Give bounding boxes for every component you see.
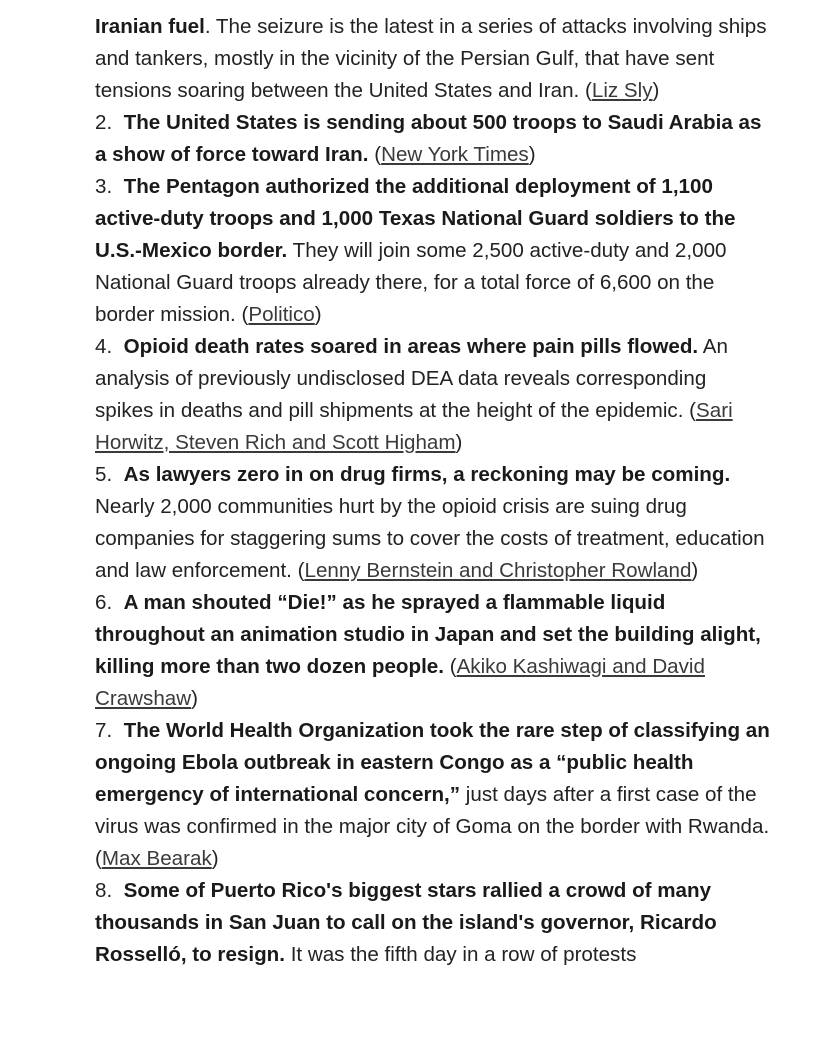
news-item-5: 5. As lawyers zero in on drug firms, a reckoning may be coming. Nearly 2,000 communities hurt by the opioid crisis are suing drug companies for staggering sums to cover the costs of treatment, education and law enforcement. (Lenny Bernstein and Christopher Rowland): [95, 463, 765, 582]
news-item-7: 7. The World Health Organization took the rare step of classifying an ongoing Ebola outbreak in eastern Congo as a “public health emergency of international concern,” just days after a first case of the virus was confirmed in the major city of Goma on the border with Rwanda. (Max Bearak): [95, 719, 770, 870]
item-number: 6.: [95, 591, 113, 614]
item-number: 8.: [95, 879, 113, 902]
news-item-3: 3. The Pentagon authorized the additional deployment of 1,100 active-duty troops and 1,000 Texas National Guard soldiers to the U.S.-Mexico border. They will join some 2,500 active-duty and 2,000 National Guard troops already there, for a total force of 6,600 on the border mission. (Politico): [95, 175, 736, 326]
news-item-4: 4. Opioid death rates soared in areas where pain pills flowed. An analysis of previously undisclosed DEA data reveals corresponding spikes in deaths and pill shipments at the height of the epidemic. (Sari Horwitz, Steven Rich and Scott Higham): [95, 335, 733, 454]
source-link-politico[interactable]: Politico: [248, 303, 315, 326]
item-body: [368, 143, 374, 166]
news-item-6: 6. A man shouted “Die!” as he sprayed a flammable liquid throughout an animation studio in Japan and set the building alight, killing more than two dozen people. (Akiko Kashiwagi and David Crawshaw): [95, 591, 761, 710]
item-body: [444, 655, 450, 678]
source-link-max-bearak[interactable]: Max Bearak: [101, 847, 212, 870]
source-link-kashiwagi-crawshaw[interactable]: Akiko Kashiwagi and David Crawshaw: [95, 655, 705, 710]
source-link-bernstein-rowland[interactable]: Lenny Bernstein and Christopher Rowland: [304, 559, 692, 582]
item-headline: As lawyers zero in on drug firms, a reckoning may be coming.: [123, 463, 731, 486]
item-body: Nearly 2,000 communities hurt by the opioid crisis are suing drug companies for staggering sums to cover the costs of treatment, education and law enforcement.: [95, 495, 765, 582]
item-headline: Opioid death rates soared in areas where pain pills flowed.: [123, 335, 699, 358]
item-body: They will join some 2,500 active-duty and 2,000 National Guard troops already there, for a total force of 6,600 on the border mission.: [95, 239, 727, 326]
item-headline: Some of Puerto Rico's biggest stars rallied a crowd of many thousands in San Juan to call on the island's governor, Ricardo Rosselló, to resign.: [95, 879, 717, 966]
item-headline: Iranian fuel: [95, 15, 205, 38]
item-number: 4.: [95, 335, 113, 358]
item-headline: The World Health Organization took the rare step of classifying an ongoing Ebola outbreak in eastern Congo as a “public health emergency of international concern,”: [95, 719, 770, 806]
news-item-2: 2. The United States is sending about 500 troops to Saudi Arabia as a show of force toward Iran. (New York Times): [95, 111, 762, 166]
news-item-1: Iranian fuel. The seizure is the latest in a series of attacks involving ships and tankers, mostly in the vicinity of the Persian Gulf, that have sent tensions soaring between the United States and Iran. (Liz Sly): [95, 15, 767, 102]
item-headline: A man shouted “Die!” as he sprayed a flammable liquid throughout an animation studio in Japan and set the building alight, killing more than two dozen people.: [95, 591, 761, 678]
item-number: 3.: [95, 175, 113, 198]
item-body: just days after a first case of the virus was confirmed in the major city of Goma on the border with Rwanda.: [95, 783, 770, 838]
news-list: [95, 11, 770, 971]
source-link-horwitz-rich-higham[interactable]: Sari Horwitz, Steven Rich and Scott Higham: [95, 399, 733, 454]
source-link-new-york-times[interactable]: New York Times: [381, 143, 529, 166]
item-body: An analysis of previously undisclosed DEA data reveals corresponding spikes in deaths and pill shipments at the height of the epidemic.: [95, 335, 728, 422]
source-link-liz-sly[interactable]: Liz Sly: [591, 79, 653, 102]
news-item-8: [95, 875, 770, 971]
item-number: 2.: [95, 111, 113, 134]
item-headline: The Pentagon authorized the additional deployment of 1,100 active-duty troops and 1,000 Texas National Guard soldiers to the U.S.-Mexico border.: [95, 175, 736, 262]
item-number: 7.: [95, 719, 113, 742]
item-number: 5.: [95, 463, 113, 486]
item-body: It was the fifth day in a row of protests: [284, 943, 637, 966]
item-headline: The United States is sending about 500 troops to Saudi Arabia as a show of force toward Iran.: [95, 111, 762, 166]
item-body: . The seizure is the latest in a series of attacks involving ships and tankers, mostly in the vicinity of the Persian Gulf, that have sent tensions soaring between the United States and Iran.: [95, 15, 767, 102]
